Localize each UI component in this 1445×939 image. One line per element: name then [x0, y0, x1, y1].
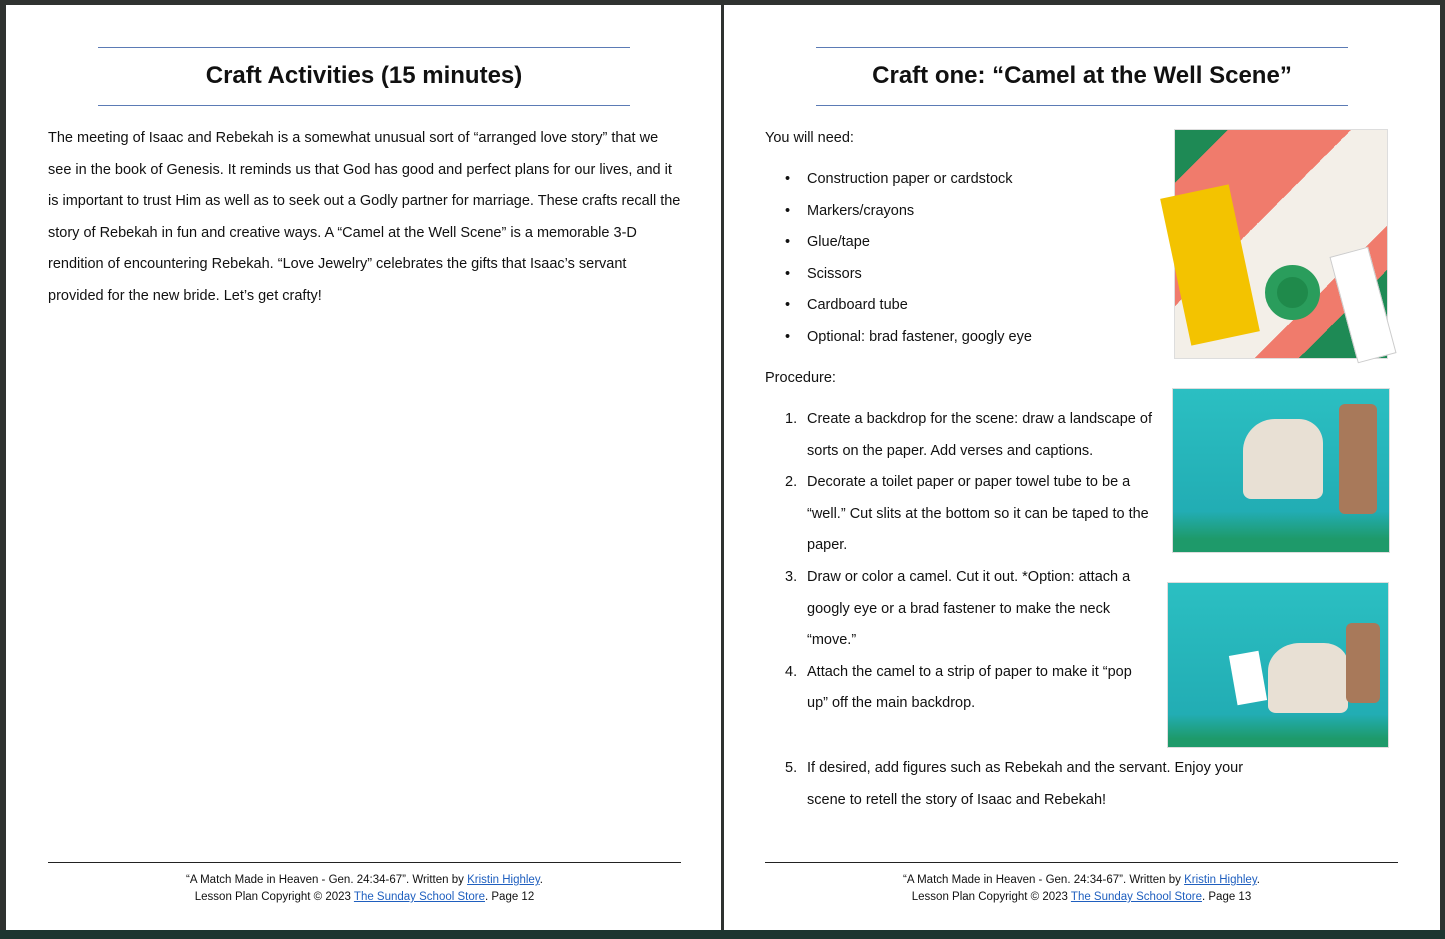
step-text: Attach the camel to a strip of paper to make it “pop up” off the main backdrop.	[807, 663, 1132, 712]
list-item: • Cardboard tube	[765, 290, 1165, 322]
author-link[interactable]: Kristin Highley	[1184, 874, 1257, 886]
need-label: You will need:	[765, 130, 854, 146]
step	[765, 753, 1285, 816]
camel-scene-photo-1	[1172, 388, 1390, 553]
list-item: • Scissors	[765, 259, 1165, 291]
intro-paragraph: The meeting of Isaac and Rebekah is a somewhat unusual sort of “arranged love story” that we see in the book of Genesis. It reminds us that God has good and perfect plans for our lives, and it is important to trust Him as well as to seek out a Godly partner for marriage. These crafts recall the story of Rebekah in fun and creative ways. A “Camel at the Well Scene” is a memorable 3-D rendition of encountering Rebekah. “Love Jewelry” celebrates the gifts that Isaac’s servant provided for the new bride. Let’s get crafty!	[48, 130, 681, 304]
footer-text: “A Match Made in Heaven - Gen. 24:34-67”. Written by	[186, 874, 468, 886]
list-item: • Markers/crayons	[765, 196, 1165, 228]
materials-list	[765, 164, 1165, 354]
list-item: • Optional: brad fastener, googly eye	[765, 322, 1165, 354]
title-rule-top	[816, 47, 1348, 48]
footer-punct: .	[1256, 874, 1260, 886]
page-12	[6, 5, 721, 930]
footer-rule	[48, 862, 681, 863]
step	[765, 657, 1145, 720]
bottom-bar	[0, 930, 1445, 939]
step	[765, 562, 1150, 657]
footer-rule	[765, 862, 1398, 863]
page-number: . Page 12	[484, 891, 535, 903]
copyright-text: Lesson Plan Copyright © 2023	[911, 891, 1071, 903]
step	[765, 467, 1165, 562]
step	[765, 404, 1165, 467]
footer-text: “A Match Made in Heaven - Gen. 24:34-67”. Written by	[903, 874, 1185, 886]
store-link[interactable]: The Sunday School Store	[1070, 891, 1202, 903]
page-number: . Page 13	[1201, 891, 1252, 903]
page-13	[724, 5, 1440, 930]
procedure-step-5	[765, 753, 1285, 816]
step-text: Draw or color a camel. Cut it out. *Option: attach a googly eye or a brad fastener to make the neck “move.”	[807, 568, 1131, 649]
list-item: • Construction paper or cardstock	[765, 164, 1165, 196]
step-number: 2.	[785, 474, 798, 491]
step-number: 3.	[785, 568, 798, 585]
author-link[interactable]: Kristin Highley	[467, 874, 540, 886]
step-text: Decorate a toilet paper or paper towel tube to be a “well.” Cut slits at the bottom so it can be taped to the paper.	[807, 474, 1149, 554]
step-text: If desired, add figures such as Rebekah and the servant. Enjoy your scene to retell the story of Isaac and Rebekah!	[807, 760, 1244, 808]
page-title: Craft one: “Camel at the Well Scene”	[872, 62, 1292, 89]
copyright-text: Lesson Plan Copyright © 2023	[194, 891, 354, 903]
footer	[765, 872, 1398, 906]
step-number: 4.	[785, 663, 798, 680]
camel-scene-photo-2	[1167, 582, 1389, 748]
title-rule-bottom	[816, 105, 1348, 106]
store-link[interactable]: The Sunday School Store	[353, 891, 485, 903]
title-rule-bottom	[98, 105, 630, 106]
page-title: Craft Activities (15 minutes)	[205, 62, 523, 89]
supplies-photo	[1174, 129, 1388, 359]
procedure-steps	[765, 404, 1165, 720]
procedure-label: Procedure:	[765, 370, 836, 386]
list-item: • Glue/tape	[765, 227, 1165, 259]
footer	[48, 872, 681, 906]
step-text: Create a backdrop for the scene: draw a landscape of sorts on the paper. Add verses and captions.	[807, 411, 1152, 459]
footer-punct: .	[539, 874, 543, 886]
step-number: 1.	[785, 411, 798, 427]
step-number: 5.	[785, 760, 798, 776]
title-rule-top	[98, 47, 630, 48]
